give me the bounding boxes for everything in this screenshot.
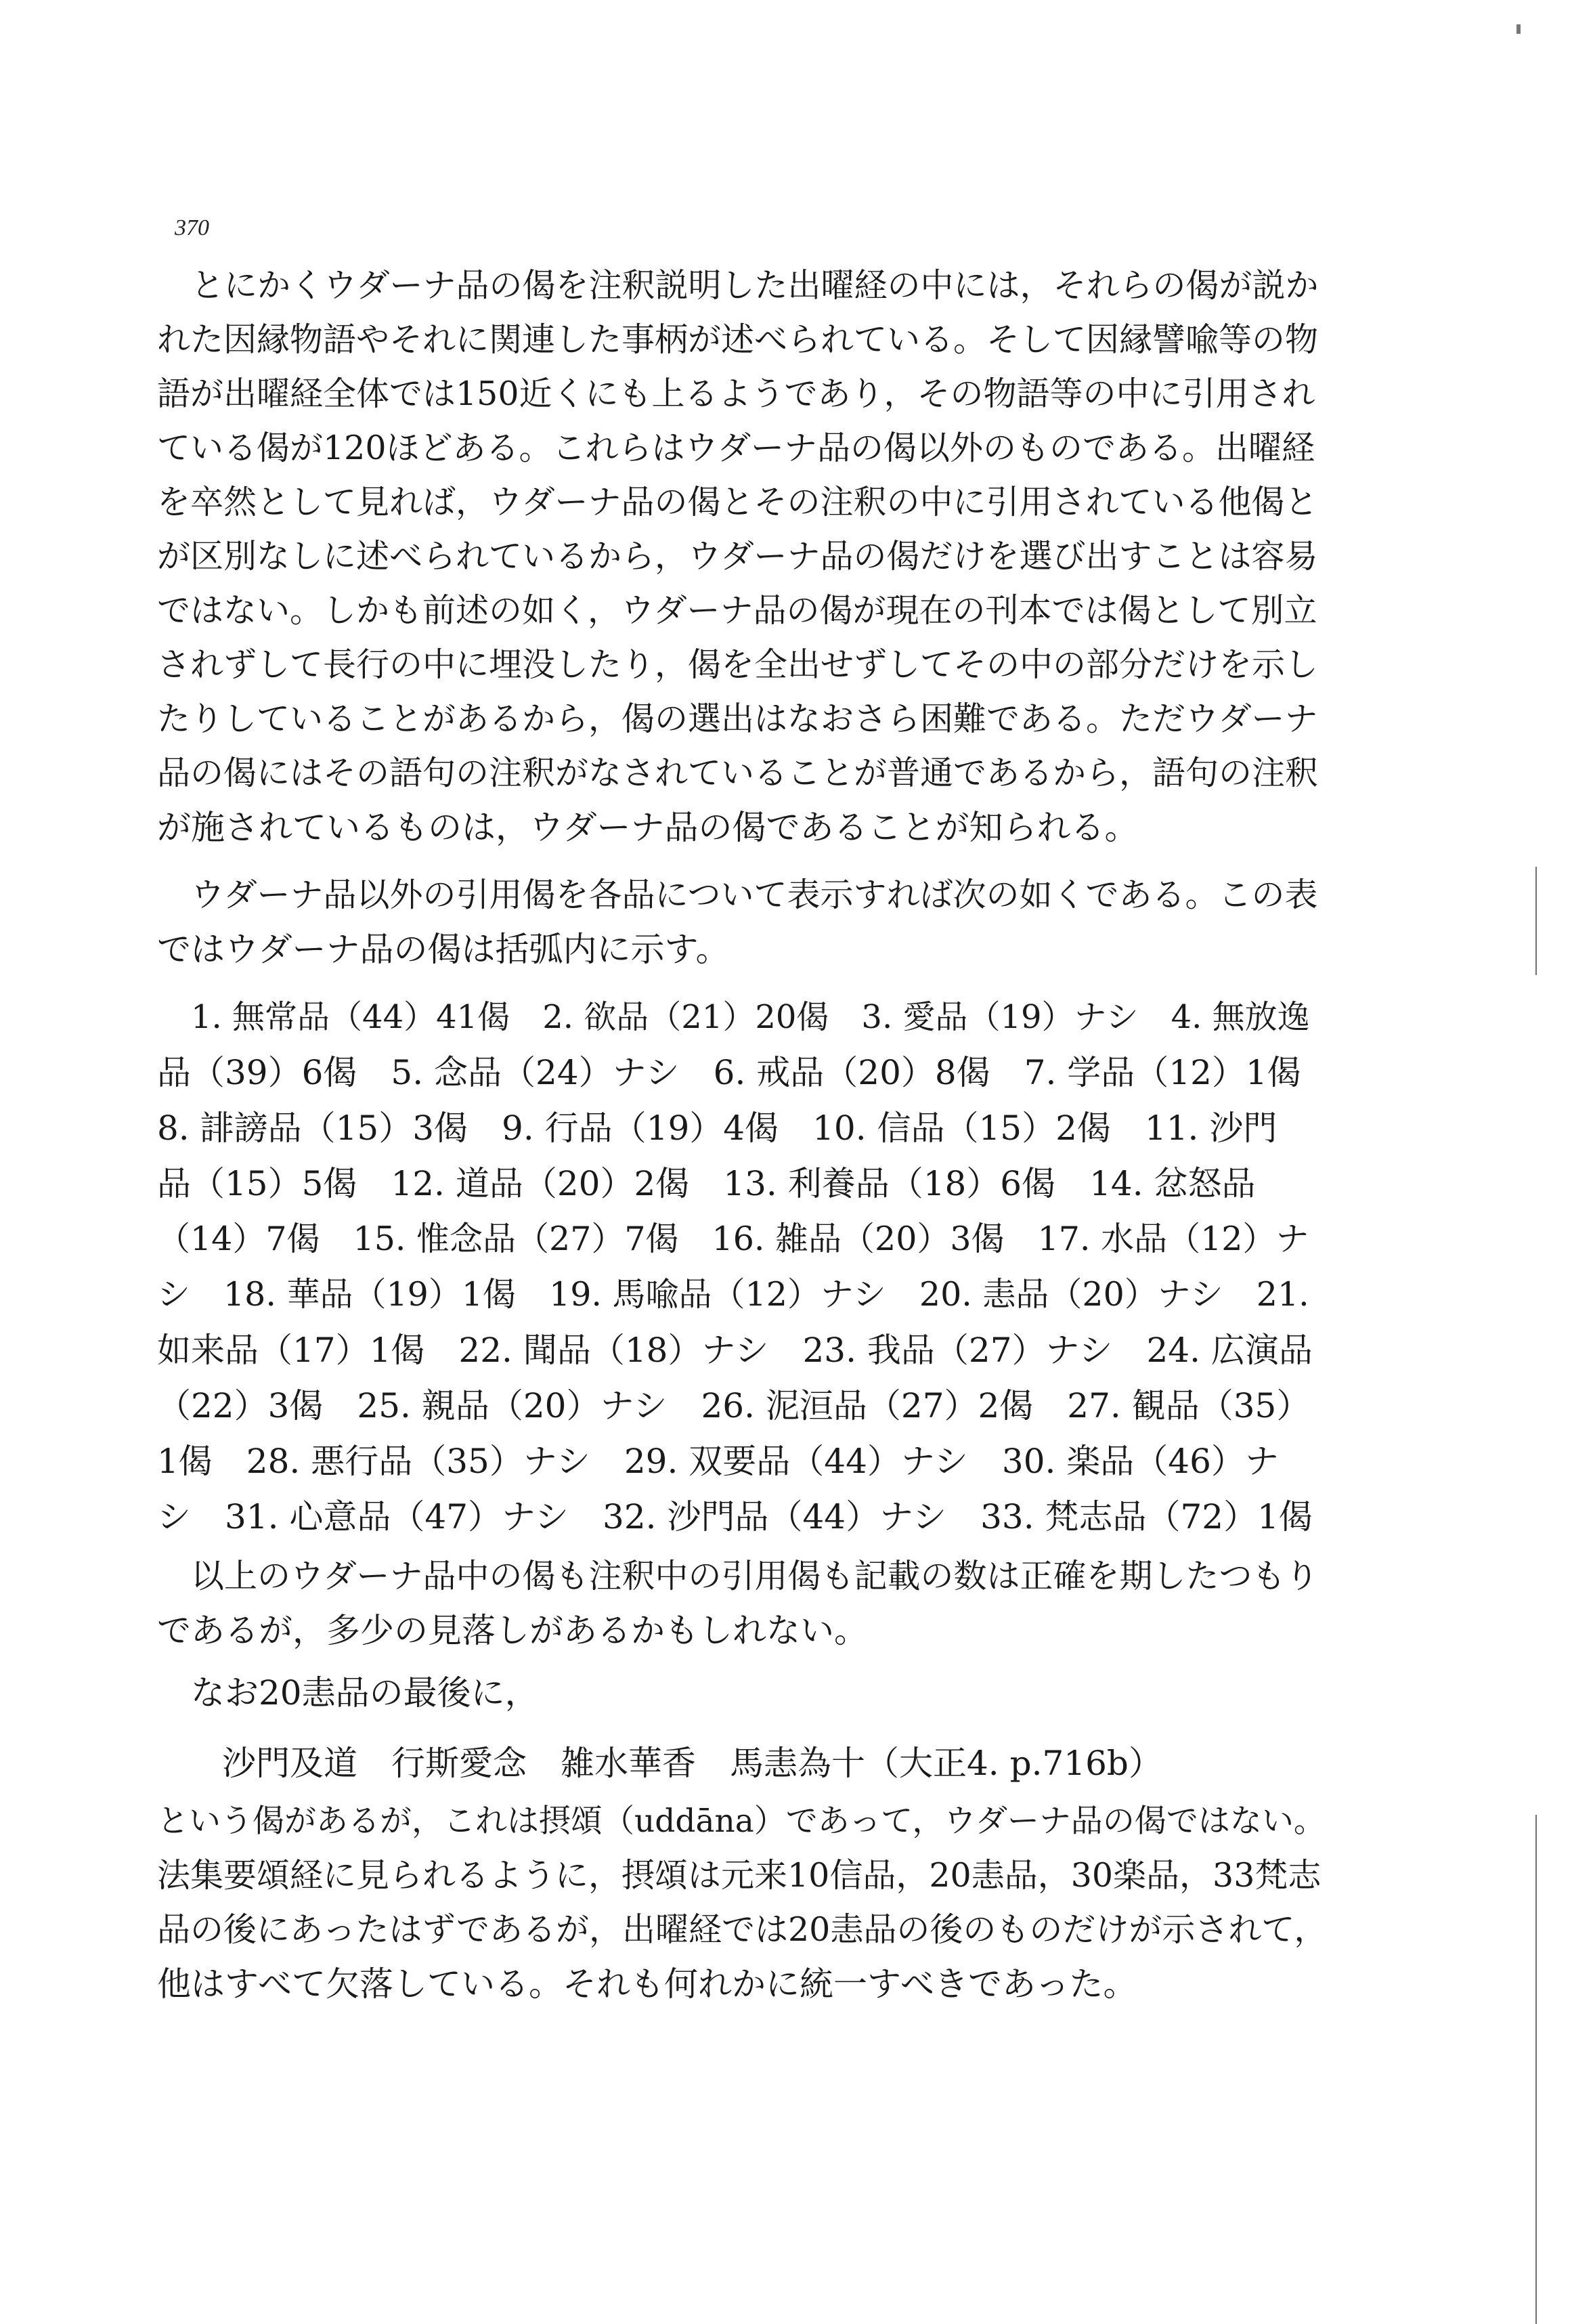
text-line: であるが，多少の見落しがあるかもしれない。: [157, 1611, 868, 1650]
text-line: とにかくウダーナ品の偈を注釈説明した出曜経の中には，それらの偈が説か: [191, 266, 1319, 305]
text-line: 法集要頌経に見られるように，摂頌は元来10信品，20恚品，30楽品，33梵志: [157, 1856, 1322, 1895]
text-line: ウダーナ品以外の引用偈を各品について表示すれば次の如くである。この表: [191, 876, 1318, 914]
text-line: 語が出曜経全体では150近くにも上るようであり，その物語等の中に引用され: [157, 374, 1315, 413]
text-line: されずして長行の中に埋没したり，偈を全出せずしてその中の部分だけを示し: [157, 645, 1319, 684]
text-line: れた因縁物語やそれに関連した事柄が述べられている。そして因縁譬喩等の物: [157, 320, 1319, 359]
chapter-list-line: 1. 無常品（44）41偈 2. 欲品（21）20偈 3. 愛品（19）ナシ 4. 無放逸: [191, 998, 1310, 1036]
text-line: たりしていることがあるから，偈の選出はなおさら困難である。ただウダーナ: [157, 700, 1318, 738]
page-number: 370: [175, 215, 209, 240]
text-line: なお20恚品の最後に，: [191, 1673, 539, 1713]
text-line: ている偈が120ほどある。これらはウダーナ品の偈以外のものである。出曜経: [157, 429, 1315, 467]
text-line: が施されているものは，ウダーナ品の偈であることが知られる。: [157, 808, 1139, 847]
chapter-list-line: 1偈 28. 悪行品（35）ナシ 29. 双要品（44）ナシ 30. 楽品（46）ナ: [157, 1442, 1279, 1481]
text-line: 他はすべて欠落している。それも何れかに統一すべきであった。: [157, 1964, 1137, 2004]
text-line: 以上のウダーナ品中の偈も注釈中の引用偈も記載の数は正確を期したつもり: [191, 1557, 1319, 1595]
page-edge-rule: [1535, 1815, 1537, 2324]
chapter-list-line: （22）3偈 25. 親品（20）ナシ 26. 泥洹品（27）2偈 27. 観品（35）: [157, 1386, 1311, 1425]
chapter-list-line: 品（15）5偈 12. 道品（20）2偈 13. 利養品（18）6偈 14. 忿怒品: [157, 1164, 1256, 1203]
chapter-list-line: 8. 誹謗品（15）3偈 9. 行品（19）4偈 10. 信品（15）2偈 11. 沙門: [157, 1109, 1278, 1148]
chapter-list-line: 品（39）6偈 5. 念品（24）ナシ 6. 戒品（20）8偈 7. 学品（12）1偈: [157, 1053, 1301, 1092]
text-line: ではウダーナ品の偈は括弧内に示す。: [157, 930, 730, 969]
page-edge-rule: [1535, 867, 1537, 975]
chapter-list-line: シ 31. 心意品（47）ナシ 32. 沙門品（44）ナシ 33. 梵志品（72）1偈: [157, 1497, 1313, 1536]
verse-citation: 沙門及道 行斯愛念 雑水華香 馬恚為十（大正4. p.716b）: [222, 1744, 1162, 1783]
chapter-list-line: （14）7偈 15. 惟念品（27）7偈 16. 雑品（20）3偈 17. 水品（12）ナ: [157, 1220, 1309, 1258]
text-line: という偈があるが，これは摂頌（uddāna）であって，ウダーナ品の偈ではない。: [157, 1803, 1326, 1840]
text-line: ではない。しかも前述の如く，ウダーナ品の偈が現在の刊本では偈として別立: [157, 591, 1317, 630]
edge-mark: [1516, 24, 1521, 34]
text-line: 品の偈にはその語句の注釈がなされていることが普通であるから，語句の注釈: [157, 754, 1319, 792]
text-line: が区別なしに述べられているから，ウダーナ品の偈だけを選び出すことは容易: [157, 537, 1318, 576]
text-line: 品の後にあったはずであるが，出曜経では20恚品の後のものだけが示されて，: [157, 1910, 1328, 1949]
text-line: を卒然として見れば，ウダーナ品の偈とその注釈の中に引用されている他偈と: [157, 483, 1318, 521]
chapter-list-line: 如来品（17）1偈 22. 聞品（18）ナシ 23. 我品（27）ナシ 24. 広演品: [157, 1331, 1313, 1370]
chapter-list-line: シ 18. 華品（19）1偈 19. 馬喩品（12）ナシ 20. 恚品（20）ナシ 21.: [157, 1275, 1309, 1314]
